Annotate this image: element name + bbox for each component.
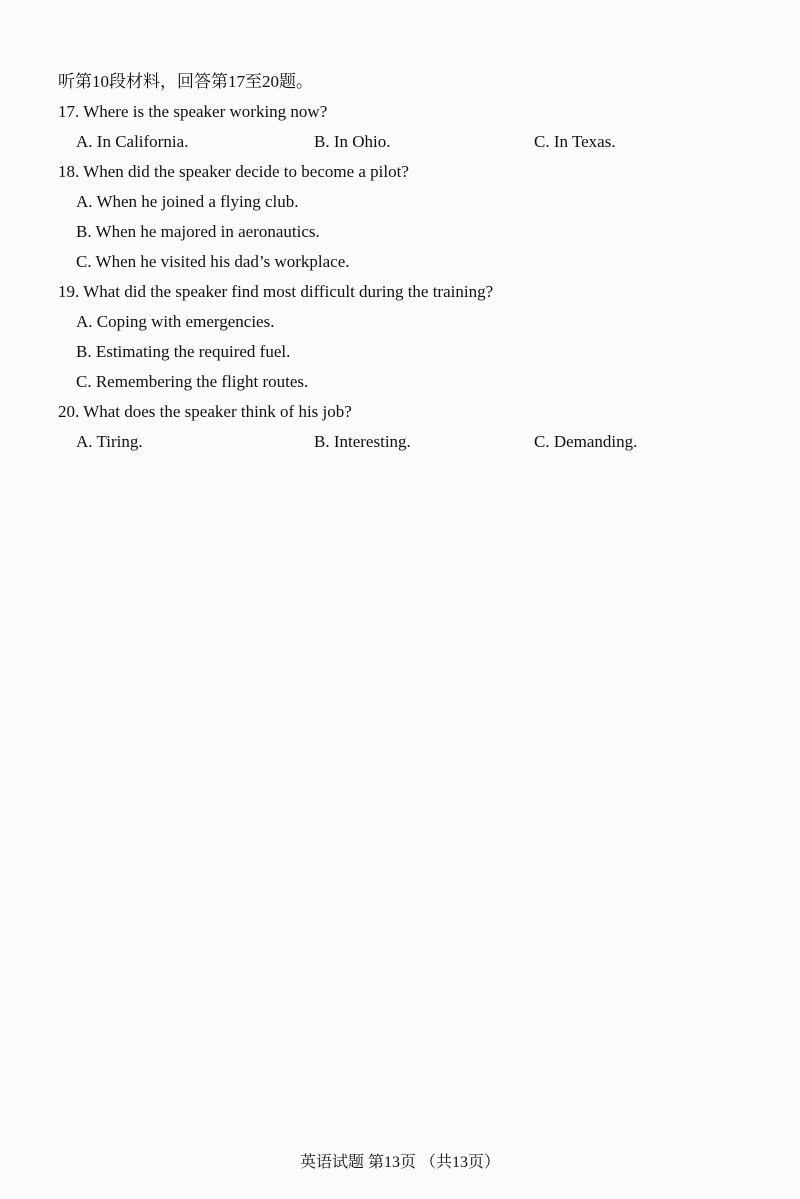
question-19-option-c: C. Remembering the flight routes. [76, 372, 309, 391]
question-18-option-b: B. When he majored in aeronautics. [76, 222, 320, 241]
question-17-option-a: A. In California. [76, 132, 189, 151]
question-17-stem: 17. Where is the speaker working now? [58, 102, 328, 121]
question-20-stem: 20. What does the speaker think of his job? [58, 402, 352, 421]
question-19-option-b: B. Estimating the required fuel. [76, 342, 291, 361]
question-17-option-b: B. In Ohio. [314, 132, 391, 151]
question-20-option-a: A. Tiring. [76, 432, 143, 451]
question-19-stem: 19. What did the speaker find most difficult during the training? [58, 282, 494, 301]
question-18-stem: 18. When did the speaker decide to become a pilot? [58, 162, 409, 181]
question-18-option-c: C. When he visited his dad’s workplace. [76, 252, 350, 271]
question-20-option-b: B. Interesting. [314, 432, 411, 451]
question-17-option-c: C. In Texas. [534, 132, 616, 151]
question-20-options [0, 431, 800, 453]
section-heading: 听第10段材料，回答第17至20题。 [58, 72, 313, 91]
question-19-option-a: A. Coping with emergencies. [76, 312, 275, 331]
question-17-options [0, 131, 800, 153]
page-footer: 英语试题 第13页 （共13页） [299, 1154, 500, 1171]
question-18-option-a: A. When he joined a flying club. [76, 192, 299, 211]
question-20-option-c: C. Demanding. [534, 432, 638, 451]
